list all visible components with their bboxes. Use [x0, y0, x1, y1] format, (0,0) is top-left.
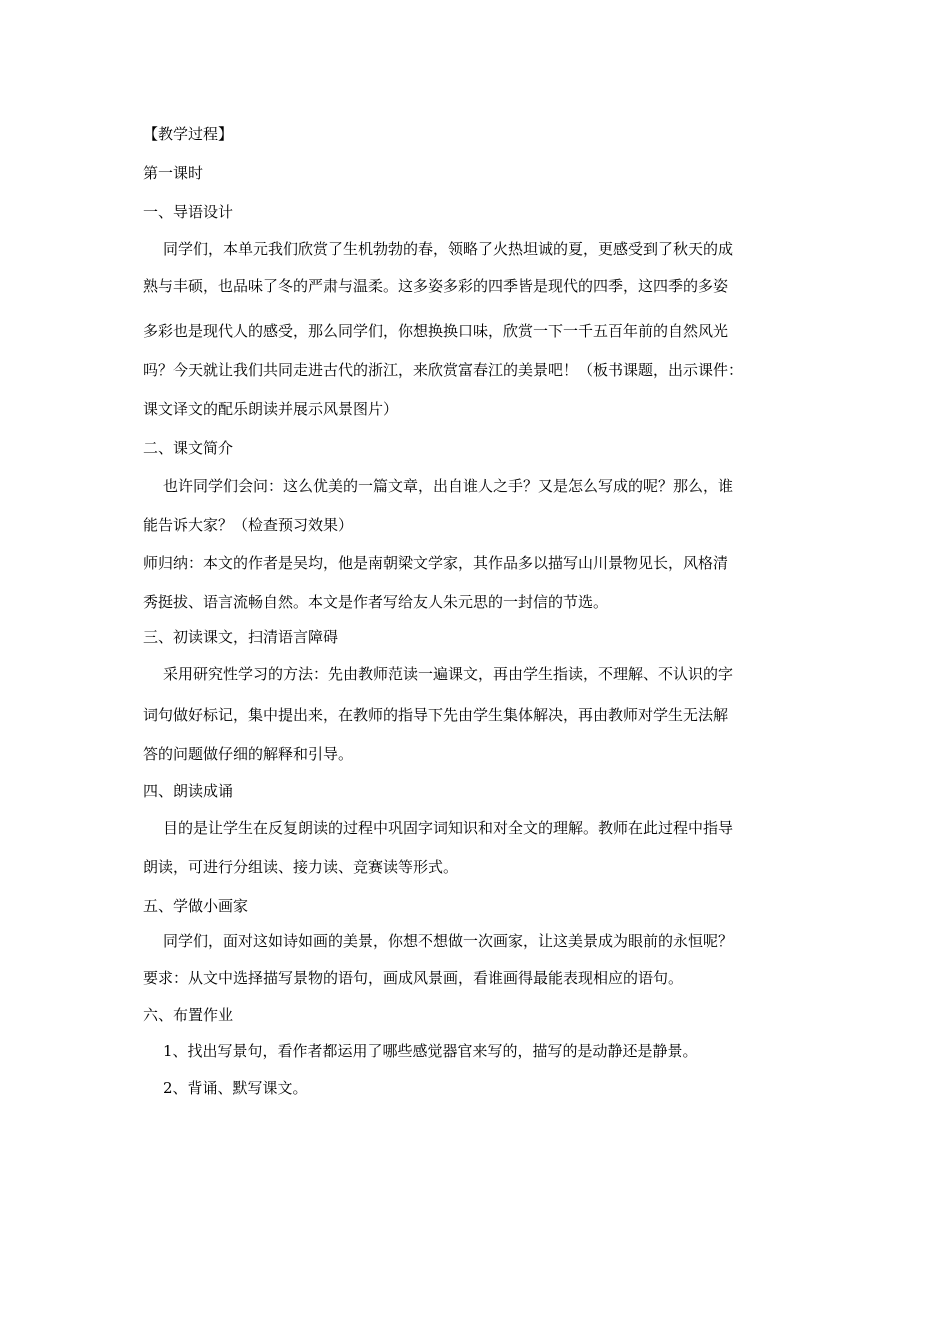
paragraph-line: 师归纳：本文的作者是吴均，他是南朝梁文学家，其作品多以描写山川景物见长，风格清 — [143, 554, 729, 572]
section-title: 一、导语设计 — [143, 203, 234, 221]
paragraph-line: 也许同学们会问：这么优美的一篇文章，出自谁人之手？又是怎么写成的呢？那么，谁 — [163, 477, 734, 495]
lesson-label: 第一课时 — [143, 164, 204, 182]
paragraph-line: 答的问题做仔细的解释和引导。 — [143, 745, 354, 763]
teaching-process-heading: 【教学过程】 — [143, 125, 234, 143]
paragraph-line: 课文译文的配乐朗读并展示风景图片） — [143, 400, 399, 418]
paragraph-line: 能告诉大家？（检查预习效果） — [143, 516, 354, 534]
paragraph-line: 同学们，本单元我们欣赏了生机勃勃的春，领略了火热坦诚的夏，更感受到了秋天的成 — [163, 240, 734, 258]
paragraph-line: 同学们，面对这如诗如画的美景，你想不想做一次画家，让这美景成为眼前的永恒呢？ — [163, 932, 734, 950]
paragraph-line: 朗读，可进行分组读、接力读、竞赛读等形式。 — [143, 858, 459, 876]
paragraph-line: 多彩也是现代人的感受，那么同学们，你想换换口味，欣赏一下一千五百年前的自然风光 — [143, 322, 729, 340]
paragraph-line: 熟与丰硕，也品味了冬的严肃与温柔。这多姿多彩的四季皆是现代的四季，这四季的多姿 — [143, 277, 729, 295]
section-title: 二、课文简介 — [143, 439, 234, 457]
paragraph-line: 目的是让学生在反复朗读的过程中巩固字词知识和对全文的理解。教师在此过程中指导 — [163, 819, 734, 837]
paragraph-line: 吗？今天就让我们共同走进古代的浙江，来欣赏富春江的美景吧！（板书课题，出示课件： — [143, 361, 744, 379]
paragraph-line: 秀挺拔、语言流畅自然。本文是作者写给友人朱元思的一封信的节选。 — [143, 593, 609, 611]
paragraph-line: 要求：从文中选择描写景物的语句，画成风景画，看谁画得最能表现相应的语句。 — [143, 969, 684, 987]
paragraph-line: 词句做好标记，集中提出来，在教师的指导下先由学生集体解决，再由教师对学生无法解 — [143, 706, 729, 724]
section-title: 三、初读课文，扫清语言障碍 — [143, 628, 339, 646]
section-title: 五、学做小画家 — [143, 897, 249, 915]
section-title: 四、朗读成诵 — [143, 782, 234, 800]
section-title: 六、布置作业 — [143, 1006, 234, 1024]
homework-item: 2、背诵、默写课文。 — [163, 1079, 308, 1097]
paragraph-line: 采用研究性学习的方法：先由教师范读一遍课文，再由学生指读，不理解、不认识的字 — [163, 665, 734, 683]
homework-item: 1、找出写景句，看作者都运用了哪些感觉器官来写的，描写的是动静还是静景。 — [163, 1042, 698, 1060]
